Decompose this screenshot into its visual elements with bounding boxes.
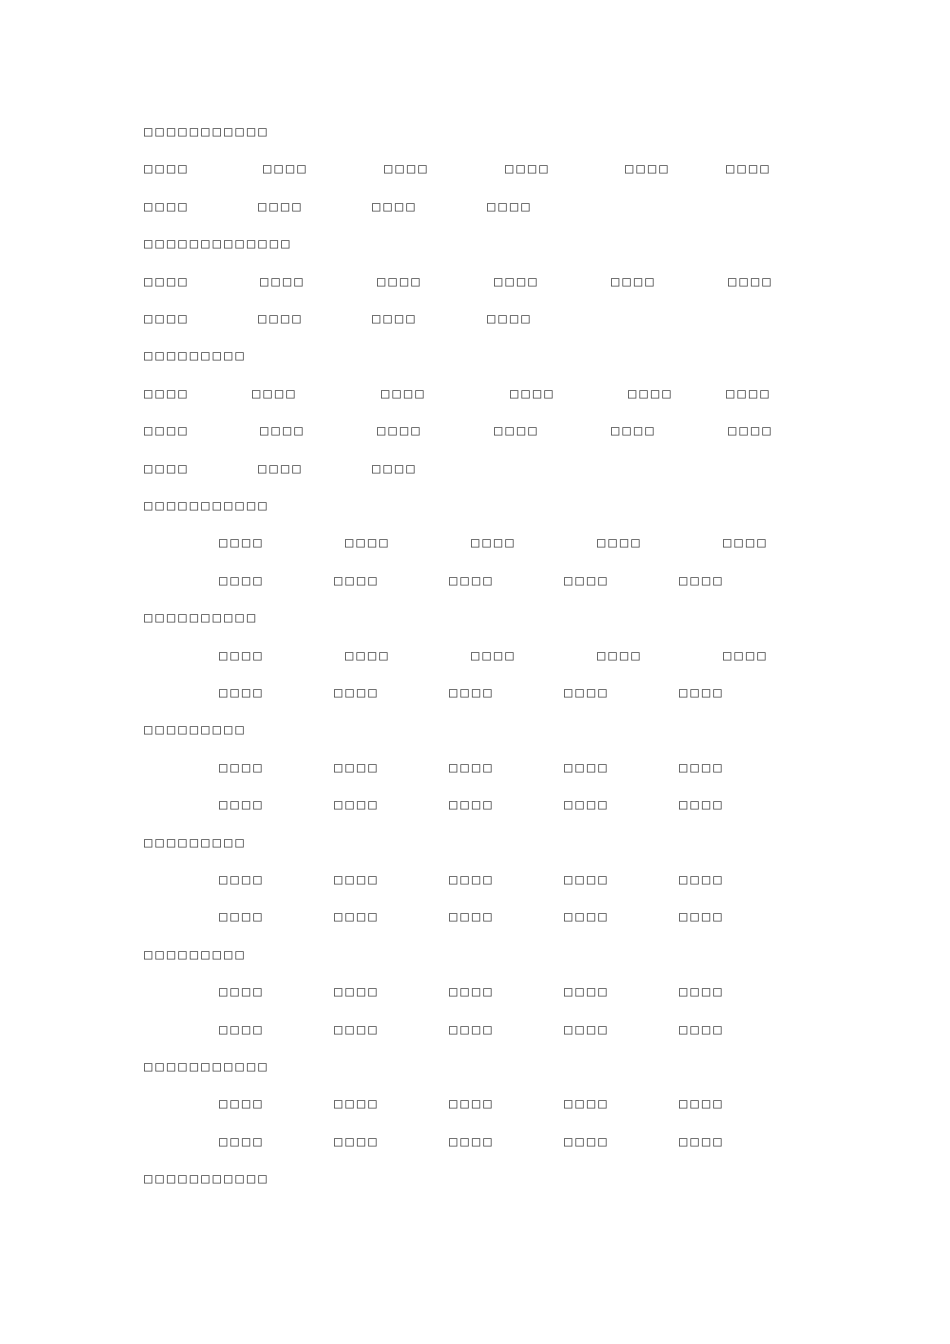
text-cell: □□□□ bbox=[679, 1022, 725, 1038]
text-cell: □□□□ bbox=[345, 535, 391, 551]
text-row bbox=[0, 869, 950, 891]
text-cell: □□□□ bbox=[144, 461, 190, 477]
text-cell: □□□□ bbox=[334, 984, 380, 1000]
section-heading: □□□□□□□□□□□ bbox=[144, 124, 270, 140]
text-cell: □□□□ bbox=[258, 311, 304, 327]
text-cell: □□□□ bbox=[334, 1096, 380, 1112]
text-cell: □□□□ bbox=[219, 909, 265, 925]
text-cell: □□□□ bbox=[263, 161, 309, 177]
text-cell: □□□□ bbox=[219, 685, 265, 701]
text-cell: □□□□ bbox=[219, 1096, 265, 1112]
text-cell: □□□□ bbox=[471, 648, 517, 664]
text-cell: □□□□ bbox=[625, 161, 671, 177]
text-cell: □□□□ bbox=[679, 909, 725, 925]
text-cell: □□□□ bbox=[564, 685, 610, 701]
section-heading: □□□□□□□□□ bbox=[144, 947, 247, 963]
text-cell: □□□□ bbox=[381, 386, 427, 402]
text-cell: □□□□ bbox=[723, 535, 769, 551]
text-cell: □□□□ bbox=[144, 423, 190, 439]
text-cell: □□□□ bbox=[219, 1134, 265, 1150]
text-row bbox=[0, 906, 950, 928]
text-cell: □□□□ bbox=[679, 1096, 725, 1112]
text-cell: □□□□ bbox=[449, 1022, 495, 1038]
text-cell: □□□□ bbox=[345, 648, 391, 664]
text-cell: □□□□ bbox=[334, 760, 380, 776]
section-heading: □□□□□□□□□ bbox=[144, 348, 247, 364]
text-row bbox=[0, 308, 950, 330]
text-cell: □□□□ bbox=[487, 311, 533, 327]
text-row bbox=[0, 458, 950, 480]
text-cell: □□□□ bbox=[449, 760, 495, 776]
text-cell: □□□□ bbox=[564, 1022, 610, 1038]
text-cell: □□□□ bbox=[219, 573, 265, 589]
text-cell: □□□□ bbox=[334, 909, 380, 925]
text-cell: □□□□ bbox=[679, 1134, 725, 1150]
text-row bbox=[0, 645, 950, 667]
text-cell: □□□□ bbox=[449, 1134, 495, 1150]
text-cell: □□□□ bbox=[728, 423, 774, 439]
text-row bbox=[0, 570, 950, 592]
text-cell: □□□□ bbox=[564, 760, 610, 776]
text-cell: □□□□ bbox=[564, 984, 610, 1000]
text-cell: □□□□ bbox=[260, 274, 306, 290]
text-cell: □□□□ bbox=[449, 909, 495, 925]
text-cell: □□□□ bbox=[564, 797, 610, 813]
text-row bbox=[0, 1093, 950, 1115]
text-row bbox=[0, 383, 950, 405]
text-row bbox=[0, 794, 950, 816]
section-heading: □□□□□□□□□□ bbox=[144, 610, 259, 626]
text-cell: □□□□ bbox=[728, 274, 774, 290]
text-cell: □□□□ bbox=[449, 872, 495, 888]
text-cell: □□□□ bbox=[723, 648, 769, 664]
text-cell: □□□□ bbox=[144, 199, 190, 215]
text-cell: □□□□ bbox=[377, 274, 423, 290]
text-cell: □□□□ bbox=[144, 274, 190, 290]
text-cell: □□□□ bbox=[449, 984, 495, 1000]
text-cell: □□□□ bbox=[494, 423, 540, 439]
text-cell: □□□□ bbox=[334, 1134, 380, 1150]
text-cell: □□□□ bbox=[449, 685, 495, 701]
section-heading: □□□□□□□□□ bbox=[144, 835, 247, 851]
text-cell: □□□□ bbox=[144, 161, 190, 177]
text-row bbox=[0, 532, 950, 554]
text-cell: □□□□ bbox=[219, 535, 265, 551]
text-cell: □□□□ bbox=[564, 1096, 610, 1112]
text-cell: □□□□ bbox=[260, 423, 306, 439]
section-heading: □□□□□□□□□□□ bbox=[144, 1059, 270, 1075]
section-heading: □□□□□□□□□□□ bbox=[144, 498, 270, 514]
text-cell: □□□□ bbox=[449, 573, 495, 589]
text-row bbox=[0, 757, 950, 779]
text-cell: □□□□ bbox=[258, 199, 304, 215]
text-cell: □□□□ bbox=[258, 461, 304, 477]
text-cell: □□□□ bbox=[372, 311, 418, 327]
text-cell: □□□□ bbox=[334, 573, 380, 589]
text-cell: □□□□ bbox=[510, 386, 556, 402]
text-row bbox=[0, 196, 950, 218]
text-cell: □□□□ bbox=[252, 386, 298, 402]
text-row bbox=[0, 158, 950, 180]
text-cell: □□□□ bbox=[564, 573, 610, 589]
text-cell: □□□□ bbox=[219, 760, 265, 776]
text-cell: □□□□ bbox=[726, 386, 772, 402]
text-cell: □□□□ bbox=[597, 535, 643, 551]
text-cell: □□□□ bbox=[611, 423, 657, 439]
text-row bbox=[0, 682, 950, 704]
text-cell: □□□□ bbox=[679, 797, 725, 813]
text-cell: □□□□ bbox=[449, 797, 495, 813]
text-cell: □□□□ bbox=[449, 1096, 495, 1112]
text-cell: □□□□ bbox=[564, 909, 610, 925]
text-row bbox=[0, 1131, 950, 1153]
section-heading: □□□□□□□□□□□□□ bbox=[144, 236, 293, 252]
text-cell: □□□□ bbox=[494, 274, 540, 290]
text-row bbox=[0, 981, 950, 1003]
text-cell: □□□□ bbox=[334, 1022, 380, 1038]
text-cell: □□□□ bbox=[611, 274, 657, 290]
text-cell: □□□□ bbox=[679, 872, 725, 888]
text-cell: □□□□ bbox=[726, 161, 772, 177]
text-cell: □□□□ bbox=[372, 199, 418, 215]
text-cell: □□□□ bbox=[564, 1134, 610, 1150]
text-cell: □□□□ bbox=[597, 648, 643, 664]
text-cell: □□□□ bbox=[679, 760, 725, 776]
text-cell: □□□□ bbox=[334, 872, 380, 888]
text-cell: □□□□ bbox=[219, 648, 265, 664]
text-cell: □□□□ bbox=[628, 386, 674, 402]
text-cell: □□□□ bbox=[377, 423, 423, 439]
text-cell: □□□□ bbox=[144, 386, 190, 402]
text-cell: □□□□ bbox=[219, 872, 265, 888]
text-cell: □□□□ bbox=[679, 685, 725, 701]
text-row bbox=[0, 271, 950, 293]
text-cell: □□□□ bbox=[219, 797, 265, 813]
text-cell: □□□□ bbox=[471, 535, 517, 551]
text-cell: □□□□ bbox=[372, 461, 418, 477]
text-cell: □□□□ bbox=[219, 984, 265, 1000]
section-heading: □□□□□□□□□□□ bbox=[144, 1171, 270, 1187]
text-cell: □□□□ bbox=[505, 161, 551, 177]
text-cell: □□□□ bbox=[679, 573, 725, 589]
text-cell: □□□□ bbox=[144, 311, 190, 327]
text-cell: □□□□ bbox=[334, 685, 380, 701]
text-cell: □□□□ bbox=[334, 797, 380, 813]
text-row bbox=[0, 420, 950, 442]
text-cell: □□□□ bbox=[487, 199, 533, 215]
text-cell: □□□□ bbox=[219, 1022, 265, 1038]
text-cell: □□□□ bbox=[384, 161, 430, 177]
text-cell: □□□□ bbox=[679, 984, 725, 1000]
text-row bbox=[0, 1019, 950, 1041]
section-heading: □□□□□□□□□ bbox=[144, 722, 247, 738]
text-cell: □□□□ bbox=[564, 872, 610, 888]
